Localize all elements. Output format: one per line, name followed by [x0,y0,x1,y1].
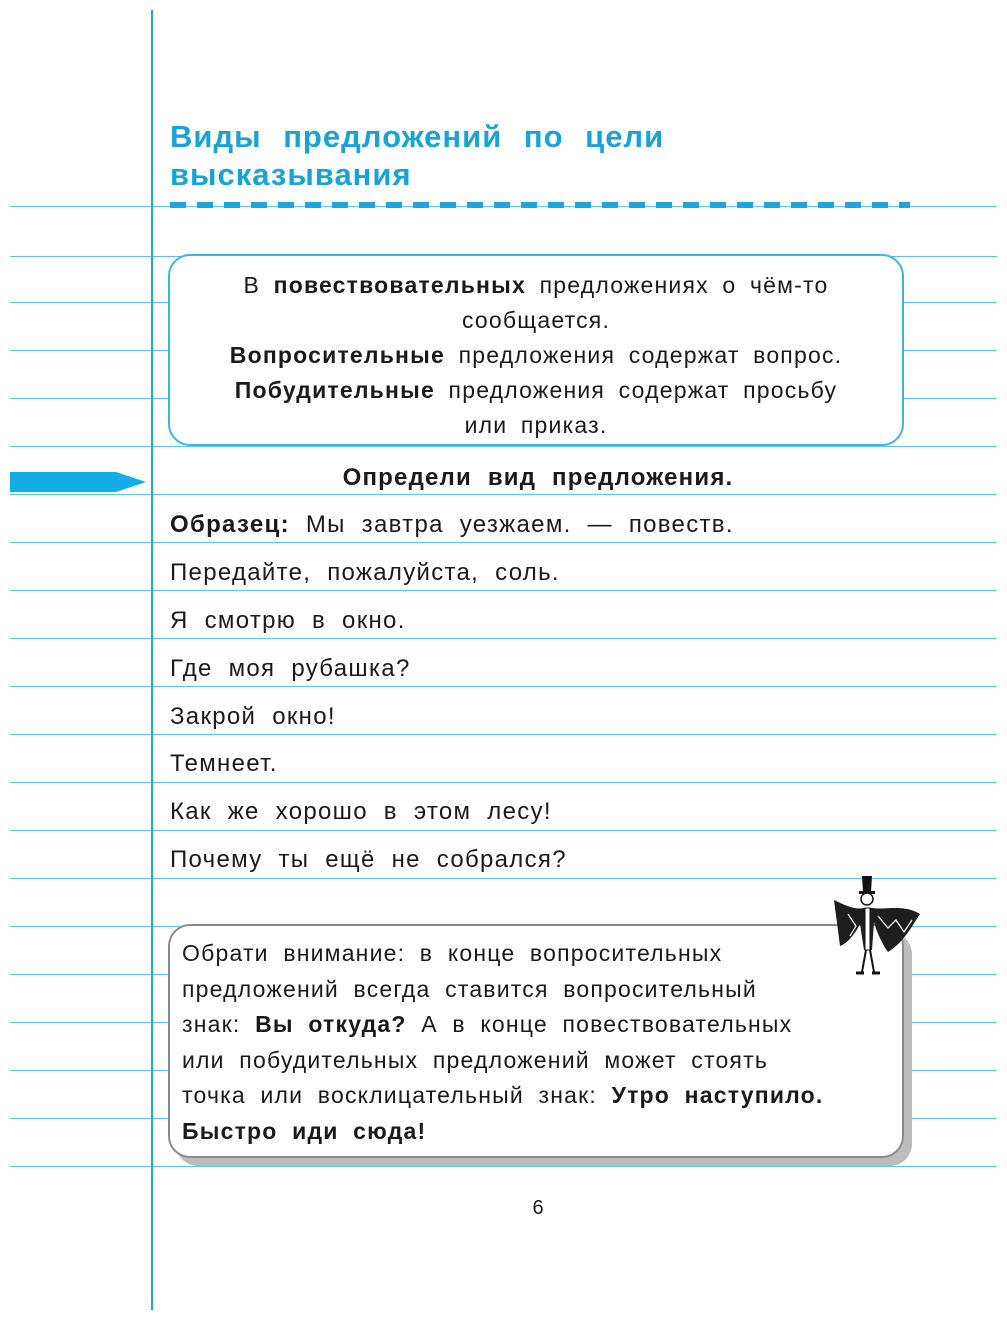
sentence-item: Где моя рубашка? [170,655,411,682]
rule-line [10,638,997,639]
sentence-item: Передайте, пожалуйста, соль. [170,559,560,586]
rule-line [10,446,997,447]
page-title [170,118,870,194]
note-text: точка или восклицательный знак: [182,1082,612,1108]
rule-line [10,542,997,543]
example-text: Мы завтра уезжаем. — повеств. [289,511,734,538]
rule-text: предложения содержат вопрос. [444,342,843,368]
note-example: Быстро иди сюда! [182,1117,427,1144]
rule-line [10,830,997,831]
rule-line-4 [176,373,896,408]
rule-text: предложениях о чём-то [525,272,829,298]
note-line [182,1114,890,1150]
rule-line [10,734,997,735]
note-line: или побудительных предложений может стоять [182,1046,769,1073]
rule-line [10,782,997,783]
sentence-item: Закрой окно! [170,703,336,730]
note-line: Обрати внимание: в конце вопросительных [182,940,723,966]
note-line [182,1078,890,1114]
note-text: А в конце повествовательных [406,1011,793,1037]
rule-line-3 [176,338,896,373]
rule-box [168,254,904,446]
note-text: знак: [182,1011,256,1037]
title-underline [170,202,910,208]
page-title-line: высказывания [170,157,412,192]
note-example: Утро наступило. [611,1082,824,1108]
task-heading: Определи вид предложения. [342,464,734,491]
note-example: Вы откуда? [255,1011,407,1037]
rule-text: предложения содержат просьбу [434,377,838,403]
rule-line [10,1166,997,1167]
note-line [182,1007,890,1043]
margin-line [151,10,153,1310]
sentence-item: Темнеет. [170,750,278,777]
rule-term: повествовательных [273,272,526,298]
rule-line [10,686,997,687]
example-line [170,508,734,542]
sentence-item: Я смотрю в окно. [170,607,406,634]
sentence-item: Почему ты ещё не собрался? [170,846,567,873]
caped-character-icon [826,870,926,980]
rule-line-1 [176,268,896,303]
note-line: предложений всегда ставится вопросительный [182,975,757,1002]
rule-text: В [243,272,274,298]
rule-term: Вопросительные [229,342,445,368]
page-number: 6 [532,1197,544,1219]
rule-term: Побудительные [234,377,435,403]
rule-line-5: или приказ. [464,412,608,438]
example-label: Образец: [170,511,290,538]
note-box [168,924,904,1158]
sentence-item: Как же хорошо в этом лесу! [170,798,552,825]
rule-line-2: сообщается. [461,307,611,333]
page-title-line: Виды предложений по цели [170,119,665,154]
arrow-marker-icon [10,472,146,492]
rule-line [10,590,997,591]
